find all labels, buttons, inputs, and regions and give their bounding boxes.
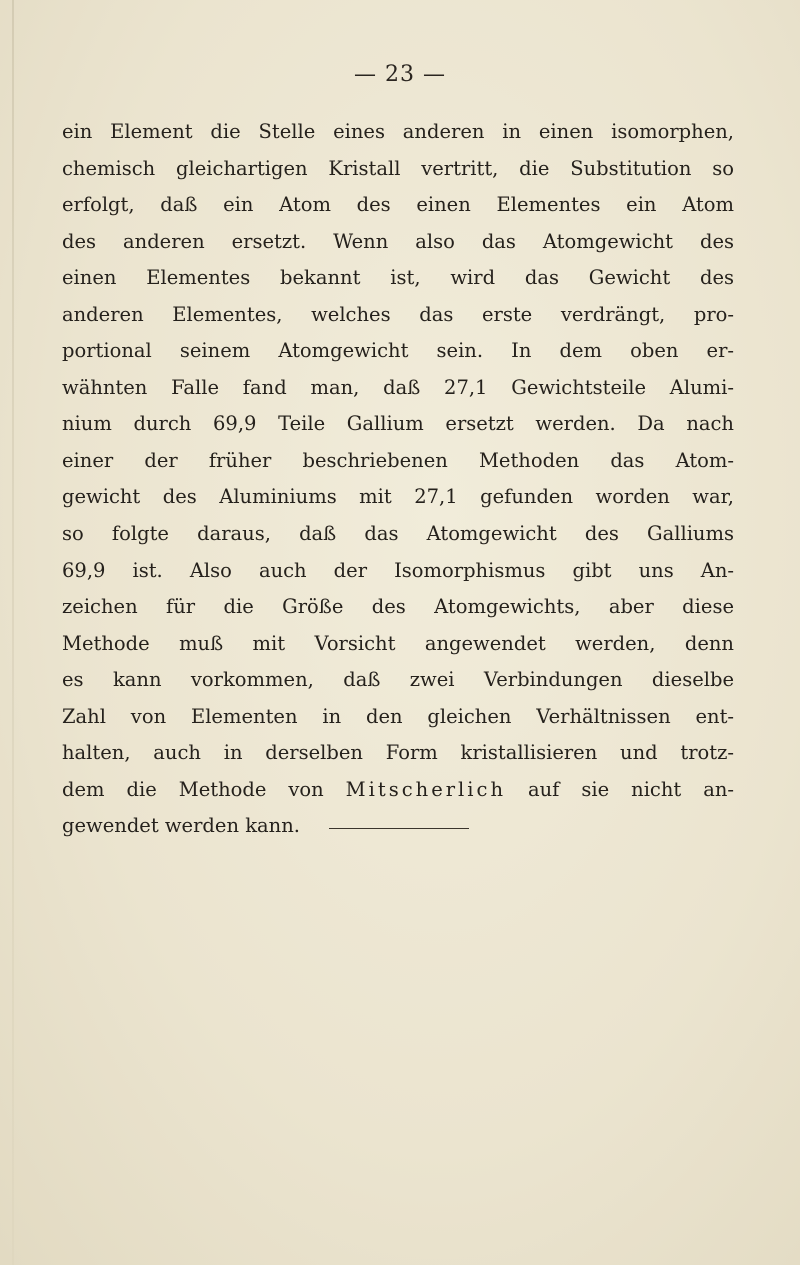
- text-line: erfolgt, daß ein Atom des einen Elementes ein Atom: [62, 193, 734, 217]
- author-name: Mitscherlich: [345, 777, 507, 801]
- text-line: anderen Elementes, welches das erste verdrängt, pro-: [62, 302, 734, 326]
- page-number: — 23 —: [354, 62, 446, 87]
- text-line: wähnten Falle fand man, daß 27,1 Gewichtsteile Alumi-: [62, 375, 734, 399]
- text-line: portional seinem Atomgewicht sein. In dem oben er-: [62, 339, 734, 363]
- text-line: chemisch gleichartigen Kristall vertritt, die Substitution so: [62, 156, 734, 180]
- text-line: 69,9 ist. Also auch der Isomorphismus gibt uns An-: [62, 558, 734, 582]
- text-line: nium durch 69,9 Teile Gallium ersetzt werden. Da nach: [62, 412, 734, 436]
- text-line: es kann vorkommen, daß zwei Verbindungen dieselbe: [62, 668, 734, 692]
- text-line: gewicht des Aluminiums mit 27,1 gefunden worden war,: [62, 485, 734, 509]
- text-line: einer der früher beschriebenen Methoden das Atom-: [62, 448, 734, 472]
- paragraph: [62, 114, 734, 845]
- text-segment: auf sie nicht an-: [506, 777, 734, 801]
- text-line: einen Elementes bekannt ist, wird das Gewicht des: [62, 266, 734, 290]
- text-line: [62, 772, 734, 809]
- text-segment: dem die Methode von: [62, 777, 346, 801]
- text-line: halten, auch in derselben Form kristallisieren und trotz-: [62, 741, 734, 765]
- text-line: ein Element die Stelle eines anderen in einen isomorphen,: [62, 120, 734, 143]
- text-line: zeichen für die Größe des Atomgewichts, aber diese: [62, 595, 734, 619]
- text-line: gewendet werden kann.: [62, 814, 300, 838]
- text-line: des anderen ersetzt. Wenn also das Atomgewicht des: [62, 229, 734, 253]
- section-end-rule: [329, 828, 469, 829]
- text-line: so folgte daraus, daß das Atomgewicht des Galliums: [62, 522, 734, 546]
- page-crease: [12, 0, 14, 1265]
- text-line: Zahl von Elementen in den gleichen Verhältnissen ent-: [62, 704, 734, 728]
- text-line: Methode muß mit Vorsicht angewendet werden, denn: [62, 631, 734, 655]
